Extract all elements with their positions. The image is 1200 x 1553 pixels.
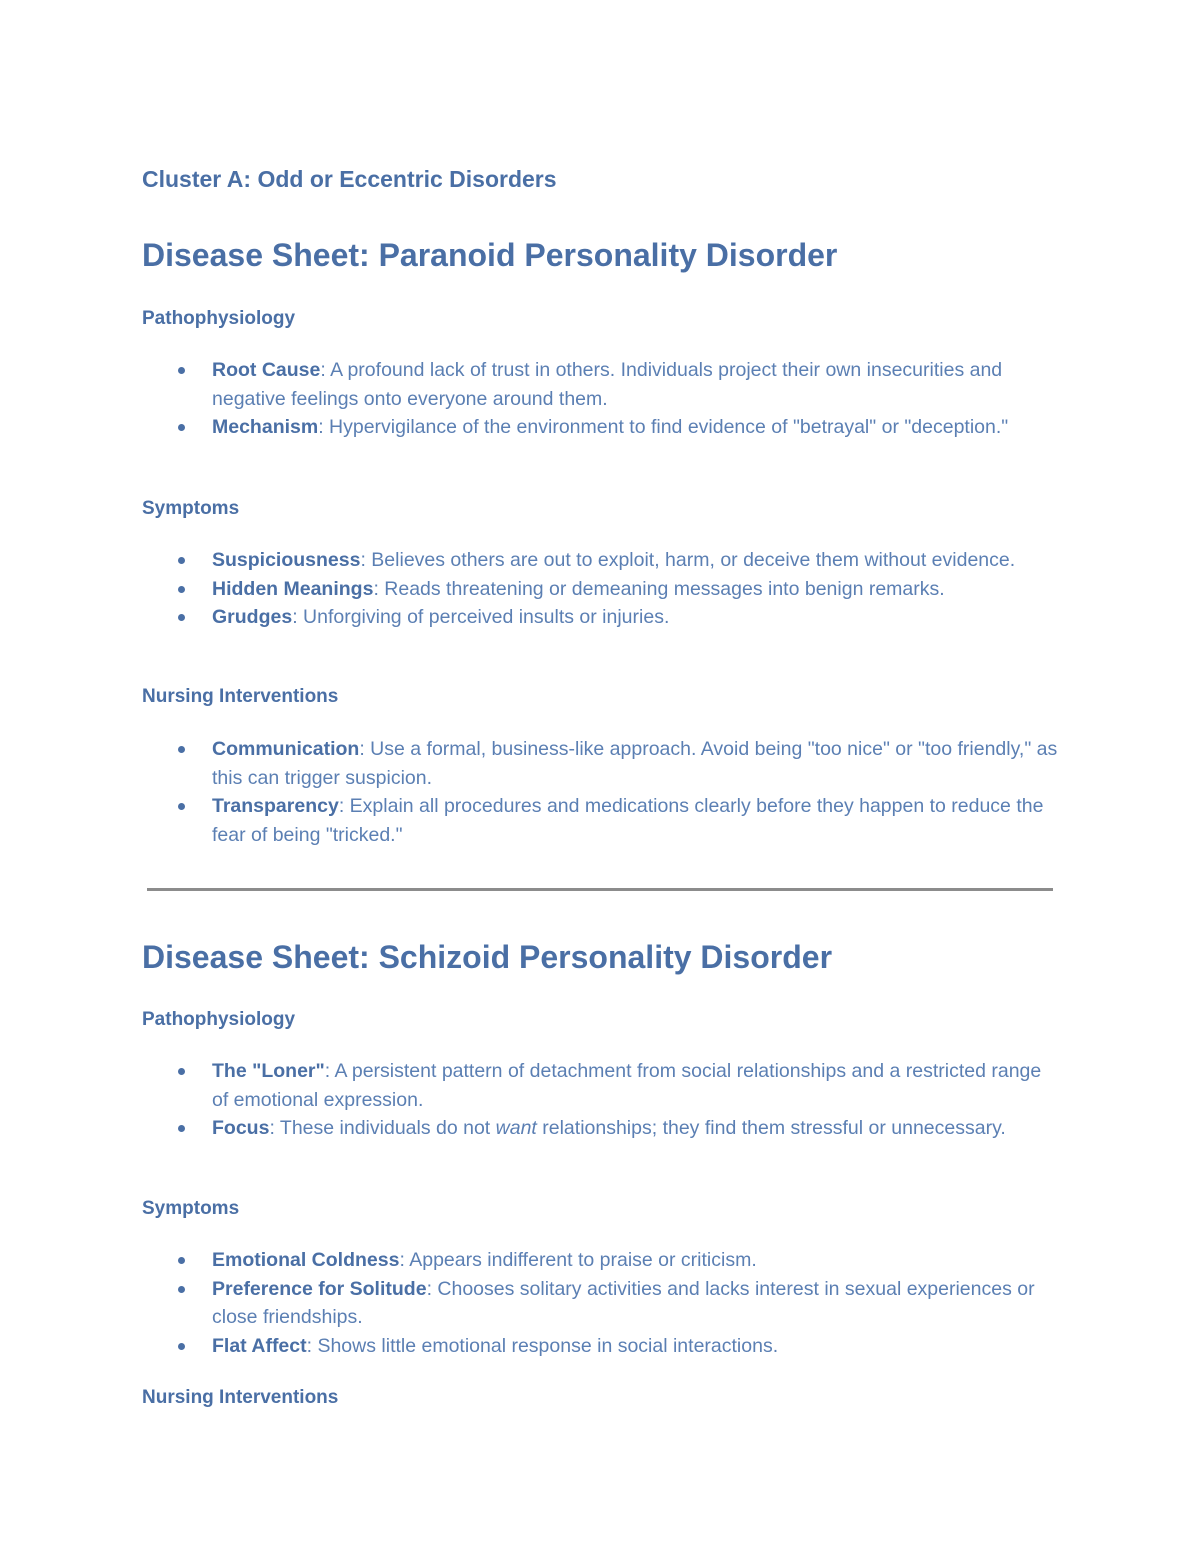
paranoid-pathophysiology-list <box>142 356 1062 442</box>
bullet-icon <box>178 424 185 431</box>
schizoid-pathophysiology-list <box>142 1057 1062 1143</box>
description: : Unforgiving of perceived insults or injuries. <box>292 606 670 628</box>
term: Mechanism <box>212 416 319 438</box>
description: : A persistent pattern of detachment from social relationships and a restricted range of emotional expression. <box>212 1060 1042 1111</box>
term: Communication <box>212 738 360 760</box>
bullet-icon <box>178 557 185 564</box>
description: : Believes others are out to exploit, harm, or deceive them without evidence. <box>360 549 1016 571</box>
description: : These individuals do not <box>269 1117 496 1139</box>
list-item <box>142 792 1062 849</box>
description: : Reads threatening or demeaning messages into benign remarks. <box>373 577 945 600</box>
list-item <box>142 1275 1062 1332</box>
sheet-title: Disease Sheet: Schizoid Personality Disorder <box>142 939 833 975</box>
term: The "Loner" <box>212 1060 325 1082</box>
term: Grudges <box>212 606 293 628</box>
description-continued: relationships; they find them stressful or unnecessary. <box>536 1117 1006 1139</box>
term: Hidden Meanings <box>212 577 374 600</box>
list-item <box>142 1057 1062 1114</box>
pathophysiology-heading: Pathophysiology <box>142 1009 296 1030</box>
description: : A profound lack of trust in others. Individuals project their own insecurities and negative feelings onto everyone around them. <box>212 359 1003 410</box>
pathophysiology-heading: Pathophysiology <box>142 308 296 329</box>
term: Flat Affect <box>212 1334 307 1357</box>
description: : Explain all procedures and medications clearly before they happen to reduce the fear of being "tricked." <box>212 795 1044 846</box>
list-item <box>142 356 1062 413</box>
paranoid-interventions-list <box>142 735 1062 849</box>
bullet-icon <box>178 1343 185 1350</box>
emphasis: want <box>495 1117 537 1139</box>
sheet-schizoid <box>142 938 1062 976</box>
description: : Chooses solitary activities and lacks interest in sexual experiences or close friendships. <box>212 1277 1035 1328</box>
list-item <box>142 575 1062 604</box>
list-item <box>142 1114 1062 1143</box>
list-item <box>142 413 1062 442</box>
schizoid-symptoms-list <box>142 1246 1062 1360</box>
bullet-icon <box>178 1286 185 1293</box>
bullet-icon <box>178 1125 185 1132</box>
list-item <box>142 603 1062 632</box>
schizoid-interventions <box>142 1386 1062 1410</box>
paranoid-pathophysiology <box>142 307 1062 331</box>
sheet-paranoid <box>142 236 1062 274</box>
bullet-icon <box>178 1257 185 1264</box>
list-item <box>142 735 1062 792</box>
horizontal-divider <box>147 888 1053 891</box>
description: : Use a formal, business-like approach. Avoid being "too nice" or "too friendly," as this can trigger suspicion. <box>212 738 1058 789</box>
cluster-title: Cluster A: Odd or Eccentric Disorders <box>142 166 557 192</box>
list-item <box>142 1246 1062 1275</box>
term: Preference for Solitude <box>212 1277 427 1300</box>
bullet-icon <box>178 746 185 753</box>
term: Root Cause <box>212 359 321 381</box>
list-item <box>142 546 1062 575</box>
interventions-heading: Nursing Interventions <box>142 686 339 707</box>
schizoid-symptoms <box>142 1197 1062 1221</box>
bullet-icon <box>178 1068 185 1075</box>
interventions-heading: Nursing Interventions <box>142 1387 339 1408</box>
term: Focus <box>212 1117 270 1139</box>
term: Suspiciousness <box>212 549 361 571</box>
symptoms-heading: Symptoms <box>142 498 240 519</box>
description: : Appears indifferent to praise or criticism. <box>399 1249 757 1271</box>
bullet-icon <box>178 586 185 593</box>
bullet-icon <box>178 803 185 810</box>
term: Transparency <box>212 795 339 817</box>
symptoms-heading: Symptoms <box>142 1198 240 1219</box>
bullet-icon <box>178 367 185 374</box>
paranoid-interventions <box>142 685 1062 709</box>
schizoid-pathophysiology <box>142 1008 1062 1032</box>
term: Emotional Coldness <box>212 1249 400 1271</box>
description: : Shows little emotional response in social interactions. <box>306 1334 779 1357</box>
list-item <box>142 1332 1062 1361</box>
bullet-icon <box>178 614 185 621</box>
sheet-title: Disease Sheet: Paranoid Personality Disorder <box>142 237 838 273</box>
paranoid-symptoms <box>142 497 1062 521</box>
description: : Hypervigilance of the environment to find evidence of "betrayal" or "deception." <box>318 416 1009 438</box>
paranoid-symptoms-list <box>142 546 1062 632</box>
